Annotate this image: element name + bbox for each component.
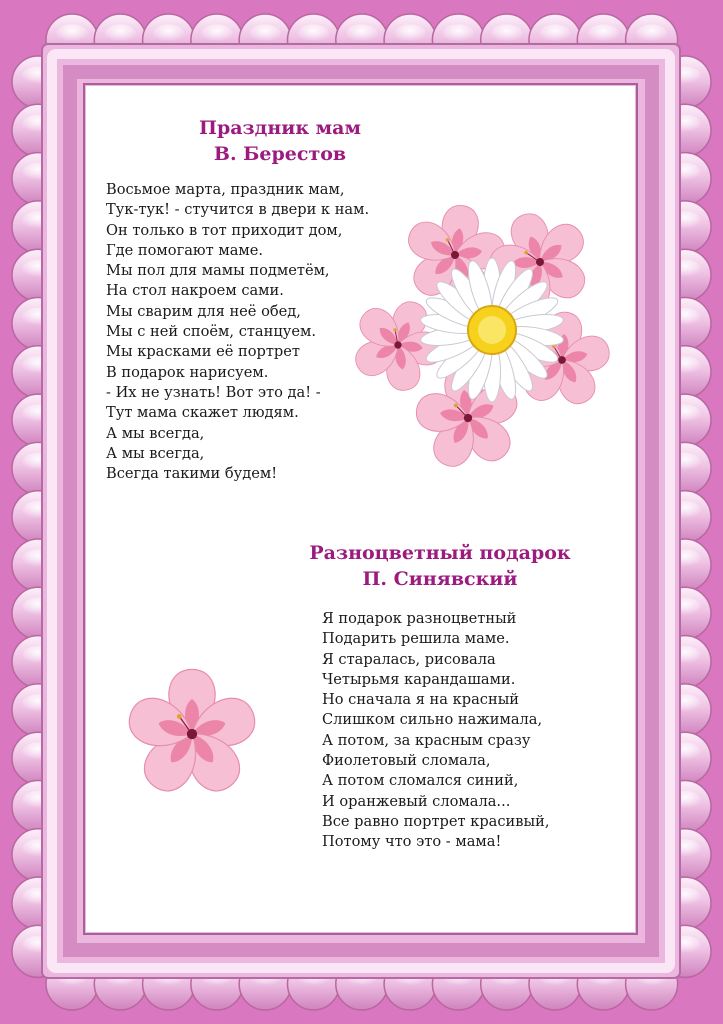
pink-flower bbox=[123, 669, 260, 799]
poem-line: Тук-тук! - стучится в двери к нам. bbox=[106, 201, 370, 219]
poem-line: Потому что это - мама! bbox=[322, 833, 502, 851]
poem-line: Я старалась, рисовала bbox=[322, 650, 496, 668]
poem-line: Мы красками её портрет bbox=[106, 343, 300, 361]
poem2-author: П. Синявский bbox=[362, 568, 518, 590]
poem2-heading bbox=[300, 540, 580, 592]
frame-scallop-shine bbox=[56, 24, 87, 42]
frame-scallop-shine bbox=[588, 24, 619, 42]
frame-scallop-shine bbox=[346, 24, 377, 42]
poem-line: Мы с ней споём, станцуем. bbox=[106, 323, 316, 341]
frame-scallop-shine bbox=[443, 24, 474, 42]
poem-line: На стол накроем сами. bbox=[106, 282, 284, 300]
frame-scallop-shine bbox=[201, 24, 232, 42]
frame-scallop-shine bbox=[153, 24, 184, 42]
frame-scallop-shine bbox=[250, 24, 281, 42]
frame-scallop-shine bbox=[491, 24, 522, 42]
frame-scallop-shine bbox=[395, 24, 426, 42]
flower-center bbox=[187, 729, 197, 739]
poem-line: А мы всегда, bbox=[106, 424, 205, 442]
frame-scallop-shine bbox=[539, 24, 570, 42]
poem-line: - Их не узнать! Вот это да! - bbox=[106, 383, 321, 401]
pink-flower-icon bbox=[120, 640, 270, 790]
poem1-heading bbox=[150, 115, 410, 167]
poem-line: Подарить решила маме. bbox=[322, 630, 510, 648]
poem-line: И оранжевый сломала... bbox=[322, 792, 511, 810]
poem2-text bbox=[322, 609, 549, 853]
poem1-title: Праздник мам bbox=[199, 117, 361, 139]
poem-line: Тут мама скажет людям. bbox=[106, 404, 299, 422]
poem-line: Все равно портрет красивый, bbox=[322, 812, 550, 830]
poem-line: Фиолетовый сломала, bbox=[322, 752, 491, 770]
poem-line: Слишком сильно нажимала, bbox=[322, 711, 543, 729]
frame-scallop-shine bbox=[105, 24, 136, 42]
flower-bouquet-icon bbox=[352, 200, 602, 470]
poem2-title: Разноцветный подарок bbox=[309, 542, 571, 564]
frame-scallop-shine bbox=[636, 24, 667, 42]
daisy-center-inner bbox=[478, 316, 506, 344]
poem-line: Где помогают маме. bbox=[106, 241, 264, 259]
poem-line: Мы пол для мамы подметём, bbox=[106, 262, 330, 280]
frame-scallop-shine bbox=[298, 24, 329, 42]
poem-line: Он только в тот приходит дом, bbox=[106, 221, 343, 239]
poem-line: А потом, за красным сразу bbox=[322, 731, 531, 749]
poem-line: В подарок нарисуем. bbox=[106, 363, 269, 381]
poem1-author: В. Берестов bbox=[213, 143, 347, 165]
poem-line: Восьмое марта, праздник мам, bbox=[106, 181, 345, 198]
poem-line: Я подарок разноцветный bbox=[322, 610, 517, 627]
poem-line: Мы сварим для неё обед, bbox=[106, 302, 301, 320]
poem-line: Четырьмя карандашами. bbox=[322, 670, 516, 688]
poem-line: Но сначала я на красный bbox=[322, 691, 520, 709]
poem-line: А мы всегда, bbox=[106, 444, 205, 462]
poem-line: Всегда такими будем! bbox=[106, 465, 278, 483]
poem-line: А потом сломался синий, bbox=[322, 772, 519, 790]
poem1-text bbox=[106, 180, 369, 484]
